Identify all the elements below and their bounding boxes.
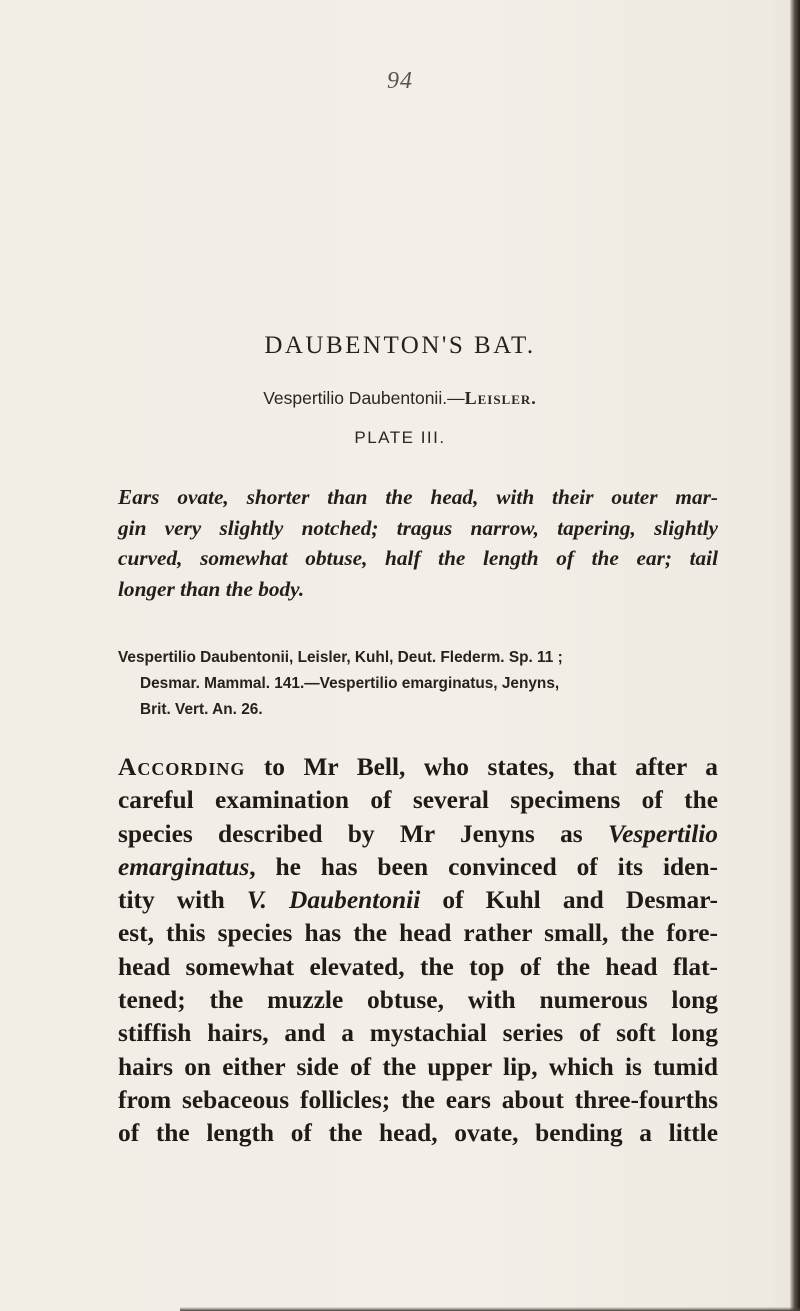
species-name-italic: emarginatus — [118, 852, 250, 881]
body-first-word: According — [118, 753, 246, 781]
species-name-italic: V. Daubentonii — [246, 886, 421, 915]
body-line: est, this species has the head rather small, the fore- — [118, 919, 718, 948]
diagnosis-line: longer than the body. — [118, 576, 305, 601]
body-line: from sebaceous follicles; the ears about three-fourths — [118, 1085, 718, 1114]
species-diagnosis — [118, 482, 718, 604]
body-line: careful examination of several specimens of the — [118, 786, 718, 815]
body-line: head somewhat elevated, the top of the head flat- — [118, 952, 718, 981]
body-line: species described by Mr Jenyns as Vespertilio — [118, 819, 718, 848]
diagnosis-line: gin very slightly notched; tragus narrow, tapering, slightly — [118, 515, 718, 540]
page-bottom-shadow — [180, 1307, 800, 1311]
body-line: hairs on either side of the upper lip, which is tumid — [118, 1052, 718, 1081]
body-line: tened; the muzzle obtuse, with numerous long — [118, 986, 718, 1015]
body-paragraph — [118, 751, 718, 1151]
synonymy-line: Vespertilio Daubentonii, Leisler, Kuhl, Deut. Flederm. Sp. 11 ; — [118, 649, 563, 666]
synonym-author: Leisler. — [464, 388, 537, 408]
synonymy-block — [118, 645, 718, 723]
species-name-italic: Vespertilio — [607, 819, 718, 848]
synonym-name: Vespertilio Daubentonii.— — [263, 388, 465, 408]
species-title: DAUBENTON'S BAT. — [264, 332, 536, 359]
synonymy-line: Brit. Vert. An. 26. — [140, 701, 263, 718]
body-line: of the length of the head, ovate, bending a little — [118, 1119, 718, 1148]
plate-label: PLATE III. — [354, 428, 446, 447]
body-line: emarginatus, he has been convinced of its iden- — [118, 852, 718, 881]
synonymy-line: Desmar. Mammal. 141.—Vespertilio emarginatus, Jenyns, — [140, 675, 560, 692]
body-line: tity with V. Daubentonii of Kuhl and Desmar- — [118, 886, 719, 915]
page-number: 94 — [387, 68, 413, 94]
diagnosis-line: curved, somewhat obtuse, half the length of the ear; tail — [118, 546, 718, 570]
diagnosis-line: Ears ovate, shorter than the head, with their outer mar- — [118, 485, 718, 509]
body-line: stiffish hairs, and a mystachial series of soft long — [118, 1019, 718, 1048]
page-edge-shadow — [790, 0, 800, 1311]
synonym-line — [0, 388, 800, 409]
body-line: According to Mr Bell, who states, that after a — [118, 753, 718, 781]
